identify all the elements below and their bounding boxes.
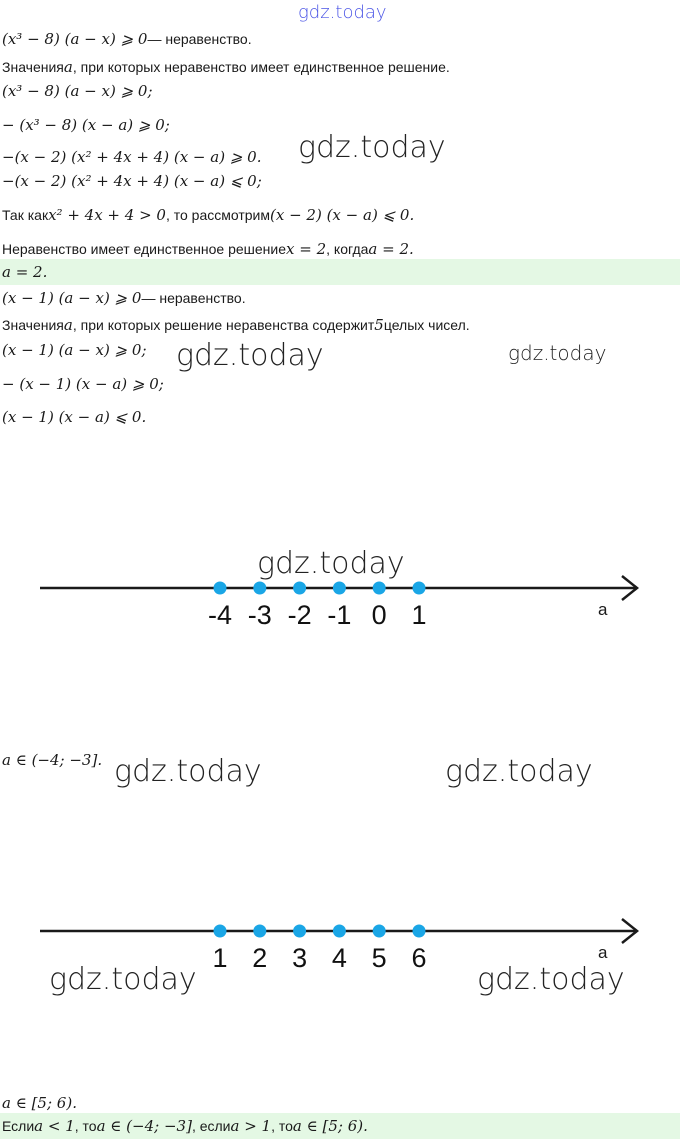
axis-label: a [598, 600, 608, 619]
answer: a = 2. [2, 263, 48, 281]
text-part: Неравенство имеет единственное решение [2, 241, 287, 257]
expression: (x − 2) (x − a) ⩽ 0. [270, 206, 415, 224]
answer-1 [0, 259, 680, 285]
text-part: Значения [2, 59, 64, 75]
watermark: gdz.today [49, 962, 197, 997]
expression: (x³ − 8) (a − x) ⩾ 0; [2, 82, 153, 100]
axis-label: a [598, 943, 608, 962]
tick-label: -4 [207, 600, 233, 630]
watermark: gdz.today [257, 546, 405, 581]
tick-label: 5 [371, 943, 387, 973]
task-1 [0, 54, 680, 80]
text-part: Если [2, 1118, 35, 1134]
text-part: Значения [2, 317, 64, 333]
number-line-point [413, 925, 426, 938]
text-part: , если [191, 1118, 231, 1134]
expression: x = 2 [286, 240, 327, 258]
number-line-point [214, 925, 227, 938]
expression: a ∈ [5; 6). [292, 1117, 368, 1135]
tick-label: -1 [327, 600, 352, 630]
text-part: , при которых неравенство имеет единственное решение. [72, 59, 450, 75]
expression: x² + 4x + 4 > 0 [48, 206, 166, 224]
answer: a ∈ (−4; −3]. [2, 751, 103, 769]
tick-label: 6 [411, 943, 427, 973]
number-line-point [373, 925, 386, 938]
tick-label: -3 [247, 600, 272, 630]
tick-label: 4 [331, 943, 347, 973]
final-answer [0, 1113, 680, 1139]
number-line-point [293, 925, 306, 938]
inequality: (x³ − 8) (a − x) ⩾ 0 [2, 30, 148, 48]
text-part: целых чисел. [383, 317, 470, 333]
variable: a [63, 58, 73, 76]
number-line-point [253, 582, 266, 595]
watermark: gdz.today [176, 338, 324, 373]
watermark: gdz.today [114, 754, 262, 789]
number-line-point [413, 582, 426, 595]
text-part: , то рассмотрим [165, 207, 270, 223]
expression: (x − 1) (a − x) ⩾ 0; [2, 341, 147, 359]
watermark-top: gdz.today [298, 2, 387, 23]
tick-label: 1 [411, 600, 427, 630]
number-line-point [214, 582, 227, 595]
text-part: , то [74, 1118, 97, 1134]
expression: − (x³ − 8) (x − a) ⩾ 0; [2, 116, 170, 134]
tick-label: 2 [252, 943, 268, 973]
number-line-point [253, 925, 266, 938]
expression: − (x − 1) (x − a) ⩾ 0; [2, 375, 164, 393]
expression: −(x − 2) (x² + 4x + 4) (x − a) ⩽ 0; [2, 172, 262, 190]
inequality: (x − 1) (a − x) ⩾ 0 [2, 289, 142, 307]
step-5 [0, 202, 680, 228]
label: — неравенство. [141, 290, 246, 306]
tick-label: 3 [292, 943, 308, 973]
watermark: gdz.today [508, 341, 607, 365]
answer: a ∈ [5; 6). [2, 1094, 77, 1112]
expression: a ∈ (−4; −3] [96, 1117, 192, 1135]
number: 5 [374, 316, 384, 334]
number-line-point [333, 925, 346, 938]
text-part: , то [271, 1118, 293, 1134]
tick-label: 1 [212, 943, 228, 973]
expression: a < 1 [34, 1117, 75, 1135]
step-1 [0, 78, 680, 104]
statement-1 [0, 26, 680, 52]
number-line-point [293, 582, 306, 595]
expression: −(x − 2) (x² + 4x + 4) (x − a) ⩾ 0. [2, 148, 262, 166]
expression: a > 1 [230, 1117, 272, 1135]
expression: (x − 1) (x − a) ⩽ 0. [2, 408, 147, 426]
number-line-point [373, 582, 386, 595]
number-line-point [333, 582, 346, 595]
tick-label: 0 [371, 600, 387, 630]
statement-2 [0, 285, 680, 311]
text-part: , при которых решение неравенства содержит [72, 317, 375, 333]
watermark: gdz.today [445, 754, 593, 789]
text-part: Так как [2, 207, 49, 223]
step-4 [0, 168, 680, 194]
expression: a = 2. [368, 240, 414, 258]
text-part: , когда [326, 241, 369, 257]
task-2 [0, 312, 680, 338]
watermark: gdz.today [298, 130, 446, 165]
step-8 [0, 371, 680, 397]
step-9 [0, 404, 680, 430]
variable: a [63, 316, 73, 334]
label: — неравенство. [147, 31, 252, 47]
watermark: gdz.today [477, 962, 625, 997]
tick-label: -2 [287, 600, 312, 630]
